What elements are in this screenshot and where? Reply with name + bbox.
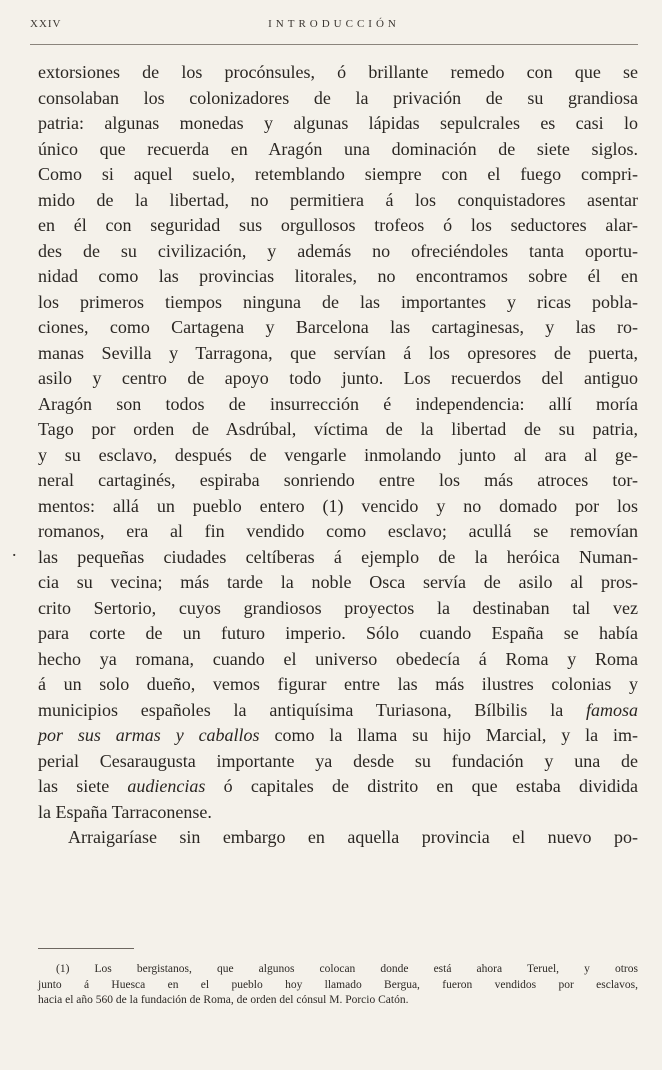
body-line: para corte de un futuro imperio. Sólo cuando España se había — [38, 623, 638, 643]
footnote-line: junto á Huesca en el pueblo hoy llamado Bergua, fueron vendidos por esclavos, — [38, 978, 638, 991]
body-line: manas Sevilla y Tarragona, que servían á los opresores de puerta, — [38, 342, 638, 363]
body-line: crito Sertorio, cuyos grandiosos proyectos la destinaban tal vez — [38, 597, 638, 618]
body-line: mido de la libertad, no permitiera á los conquistadores asentar — [38, 189, 638, 210]
body-line: perial Cesaraugusta importante ya desde su fundación y una de — [38, 750, 638, 771]
footnote-rule — [38, 948, 134, 949]
body-line-text: ó capitales de distrito en que estaba dividida — [205, 776, 638, 796]
body-line: patria: algunas monedas y algunas lápidas sepulcrales es casi lo — [38, 113, 638, 133]
body-line: los primeros tiempos ninguna de las importantes y ricas pobla- — [38, 291, 638, 312]
body-line: ciones, como Cartagena y Barcelona las cartaginesas, y las ro- — [38, 317, 638, 337]
footnote-line: hacia el año 560 de la fundación de Roma, de orden del cónsul M. Porcio Catón. — [38, 994, 409, 1006]
body-line: las pequeñas ciudades celtíberas á ejemplo de la heróica Numan- — [38, 546, 638, 567]
body-line-with-italic — [38, 698, 638, 724]
body-line: mentos: allá un pueblo entero (1) vencido y no domado por los — [38, 495, 638, 516]
body-line-with-italic — [38, 723, 638, 749]
body-line: neral cartaginés, espiraba sonriendo entre los más atroces tor- — [38, 470, 638, 490]
body-line-text: las siete — [38, 776, 128, 796]
body-text — [38, 60, 638, 851]
running-title: INTRODUCCIÓN — [268, 18, 400, 30]
body-line-with-italic — [38, 774, 638, 800]
footnote — [38, 962, 638, 1009]
body-line: romanos, era al fin vendido como esclavo; acullá se removían — [38, 521, 638, 541]
italic-phrase: audiencias — [127, 776, 206, 796]
body-line: único que recuerda en Aragón una dominación de siete siglos. — [38, 138, 638, 159]
footnote-line: (1) Los bergistanos, que algunos colocan donde está ahora Teruel, y otros — [56, 963, 638, 975]
body-line: hecho ya romana, cuando el universo obedecía á Roma y Roma — [38, 648, 638, 669]
body-line-text: municipios españoles la antiquísima Turiasona, Bílbilis la — [38, 699, 564, 720]
body-line: Aragón son todos de insurrección é independencia: allí moría — [38, 393, 638, 414]
page-number: XXIV — [30, 18, 62, 30]
body-line-paragraph-start: Arraigaríase sin embargo en aquella provincia el nuevo po- — [68, 827, 638, 847]
body-line: á un solo dueño, vemos figurar entre las más ilustres colonias y — [38, 674, 638, 694]
body-line: nidad como las provincias litorales, no encontramos sobre él en — [38, 266, 638, 286]
body-line: en él con seguridad sus orgullosos trofeos ó los seductores alar- — [38, 215, 638, 235]
body-line-text: como la llama su hijo Marcial, y la im- — [259, 725, 638, 745]
header-rule — [30, 44, 638, 45]
margin-mark: . — [12, 540, 17, 560]
body-line: Como si aquel suelo, retemblando siempre con el fuego compri- — [38, 164, 638, 184]
body-line: extorsiones de los procónsules, ó brillante remedo con que se — [38, 62, 638, 82]
body-line: y su esclavo, después de vengarle inmolando junto al ara al ge- — [38, 444, 638, 465]
body-line: des de su civilización, y además no ofreciéndoles tanta oportu- — [38, 240, 638, 261]
body-line: cia su vecina; más tarde la noble Osca servía de asilo al pros- — [38, 572, 638, 592]
body-line: asilo y centro de apoyo todo junto. Los recuerdos del antiguo — [38, 368, 638, 388]
italic-phrase: famosa — [586, 699, 639, 720]
body-line: Tago por orden de Asdrúbal, víctima de la libertad de su patria, — [38, 419, 638, 439]
italic-phrase: por sus armas y caballos — [38, 725, 260, 745]
body-line: consolaban los colonizadores de la privación de su grandiosa — [38, 87, 638, 108]
body-line: la España Tarraconense. — [38, 801, 212, 822]
